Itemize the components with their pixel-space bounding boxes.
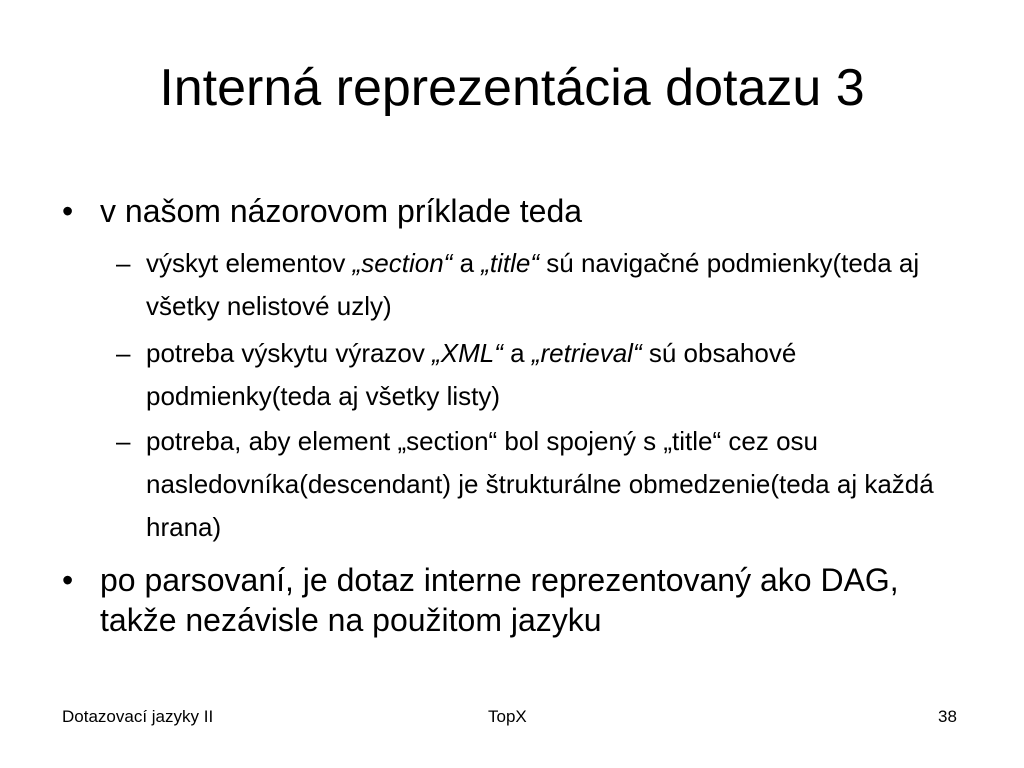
bullet-text: po parsovaní, je dotaz interne reprezentovaný ako DAG, takže nezávisle na použitom jazyku bbox=[100, 562, 899, 638]
text-segment: a bbox=[502, 338, 532, 368]
text-segment: potreba výskytu výrazov bbox=[146, 338, 433, 368]
bullet-item-1 bbox=[62, 191, 962, 231]
dash-marker: – bbox=[116, 426, 131, 456]
footer-topic: TopX bbox=[488, 707, 527, 726]
text-segment: výskyt elementov bbox=[146, 248, 353, 278]
footer-page-number: 38 bbox=[938, 707, 957, 726]
dash-marker: – bbox=[116, 248, 131, 278]
subbullet-text: potreba, aby element „section“ bol spojený s „title“ cez osu nasledovníka(descendant) je štrukturálne obmedzenie(teda aj každá hrana) bbox=[146, 426, 934, 542]
text-segment: a bbox=[452, 248, 482, 278]
bullet-marker: • bbox=[62, 193, 74, 229]
bullet-text: v našom názorovom príklade teda bbox=[100, 193, 583, 229]
text-segment: sú navigačné podmienky(teda aj všetky nelistové uzly) bbox=[146, 248, 920, 321]
subbullet-text bbox=[146, 332, 936, 418]
subbullet-item-2 bbox=[116, 332, 936, 418]
subbullet-item-1 bbox=[116, 242, 936, 328]
bullet-marker: • bbox=[62, 562, 74, 598]
slide-title: Interná reprezentácia dotazu 3 bbox=[159, 59, 865, 117]
text-segment: sú obsahové podmienky(teda aj všetky listy) bbox=[146, 338, 797, 411]
italic-term: „section“ bbox=[352, 248, 453, 278]
subbullet-text bbox=[146, 242, 936, 328]
bullet-item-2 bbox=[62, 560, 962, 640]
italic-term: „retrieval“ bbox=[531, 338, 642, 368]
footer-course-name: Dotazovací jazyky II bbox=[62, 707, 214, 726]
dash-marker: – bbox=[116, 338, 131, 368]
italic-term: „title“ bbox=[481, 248, 540, 278]
italic-term: „XML“ bbox=[432, 338, 503, 368]
subbullet-item-3 bbox=[116, 420, 936, 549]
